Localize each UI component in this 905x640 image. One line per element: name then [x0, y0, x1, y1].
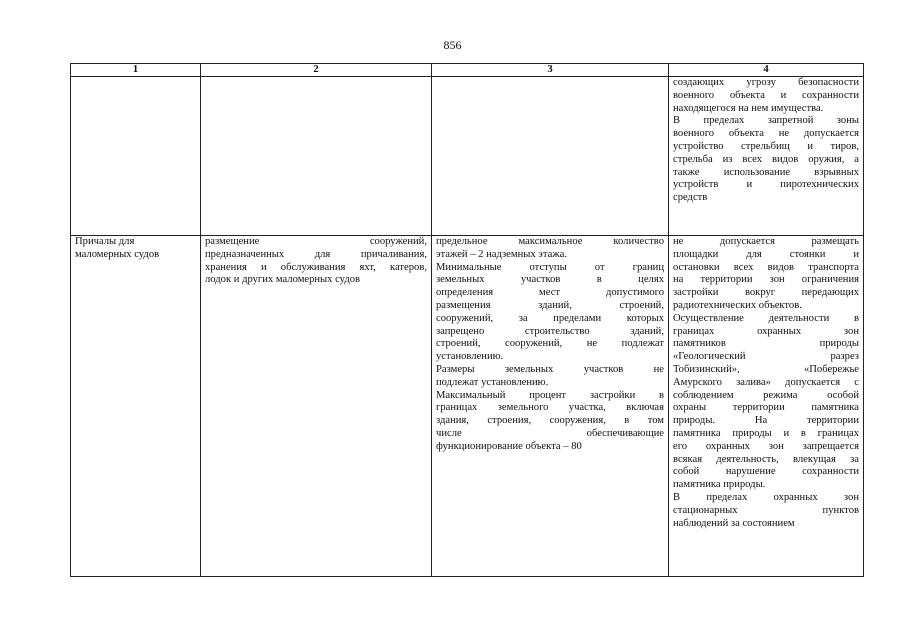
cell-text-line: всякая деятельность, влекущая за [673, 453, 859, 465]
cell-text-line: этажей – 2 надземных этажа. [436, 248, 567, 260]
cell-text-line: его охранных зон запрещается [673, 440, 859, 452]
column-header-3: 3 [432, 64, 669, 77]
cell-text-line: Размеры земельных участков не [436, 363, 664, 375]
cell-text-line: средств [673, 192, 708, 204]
cell-text-line: военного объекта не допускается [673, 128, 859, 140]
cell-text-line: предельное максимальное количество [436, 236, 664, 247]
cell-text-line: застройки вокруг передающих [673, 287, 859, 299]
table-header-row [71, 64, 864, 77]
cell-text-line: маломерных судов [75, 248, 160, 260]
cell-text-line: функционирование объекта – 80 [436, 440, 582, 452]
cell-text-line: стационарных пунктов [673, 504, 859, 516]
cell-text-line: определения мест допустимого [436, 287, 664, 299]
table-row-continuation [71, 77, 864, 236]
cell-text-line: природы. На территории [673, 415, 859, 427]
cell-text-line: сооружений, за пределами которых [436, 312, 664, 324]
cell-text-line: хранения и обслуживания яхт, катеров, [205, 261, 427, 273]
cell-text-line: границах земельного участка, включая [436, 402, 664, 414]
cell-text-line: Амурского залива» допускается с [673, 376, 859, 388]
cell-text-line: размещение сооружений, [205, 236, 427, 247]
column-header-2: 2 [201, 64, 432, 77]
cell-description-empty [201, 77, 432, 236]
cell-text-line: подлежат установлению. [436, 376, 549, 388]
cell-text-line: на территории зон ограничения [673, 274, 859, 286]
cell-text-line: строений, сооружений, не подлежат [436, 338, 664, 350]
cell-use-type [71, 236, 201, 577]
cell-text-line: также использование взрывных [673, 166, 859, 178]
cell-text-line: Тобизинский», «Побережье [673, 363, 859, 375]
cell-text-line: соблюдением режима особой [673, 389, 859, 401]
column-header-1: 1 [71, 64, 201, 77]
cell-text-line: наблюдений за состоянием [673, 517, 795, 529]
cell-text-line: Максимальный процент застройки в [436, 389, 664, 401]
cell-text-line: создающих угрозу безопасности [673, 77, 859, 88]
cell-text-line: числе обеспечивающие [436, 427, 664, 439]
cell-parameters [432, 236, 669, 577]
cell-text-line: военного объекта и сохранности [673, 89, 859, 101]
cell-text-line: Минимальные отступы от границ [436, 261, 664, 273]
cell-text-line: устройство стрельбищ и тиров, [673, 140, 859, 152]
cell-description [201, 236, 432, 577]
cell-text-line: установлению. [436, 351, 504, 363]
cell-text-line: Осуществление деятельности в [673, 312, 859, 324]
cell-text-line: лодок и других маломерных судов [205, 274, 361, 286]
cell-text-line: не допускается размещать [673, 236, 859, 247]
cell-text-line: устройств и пиротехнических [673, 179, 859, 191]
cell-use-type-empty [71, 77, 201, 236]
cell-restrictions-continued [669, 77, 864, 236]
cell-text-line: Причалы для [75, 236, 135, 247]
page-number: 856 [443, 38, 462, 52]
cell-text-line: площадки для стоянки и [673, 248, 859, 260]
cell-text-line: стрельба из всех видов оружия, а [673, 153, 859, 165]
table-row-moorings [71, 236, 864, 577]
cell-text-line: радиотехнических объектов. [673, 299, 802, 311]
cell-text-line: границах охранных зон [673, 325, 859, 337]
cell-text-line: запрещено строительство зданий, [436, 325, 664, 337]
column-header-4: 4 [669, 64, 864, 77]
regulations-table [70, 63, 864, 577]
cell-text-line: «Геологический разрез [673, 351, 859, 363]
cell-text-line: предназначенных для причаливания, [205, 248, 427, 260]
cell-parameters-empty [432, 77, 669, 236]
cell-text-line: памятника природы. [673, 479, 766, 491]
cell-text-line: В пределах охранных зон [673, 491, 859, 503]
cell-text-line: собой нарушение сохранности [673, 466, 859, 478]
cell-text-line: размещения зданий, строений, [436, 299, 664, 311]
cell-text-line: земельных участков в целях [436, 274, 664, 286]
cell-text-line: охраны территории памятника [673, 402, 859, 414]
cell-restrictions [669, 236, 864, 577]
cell-text-line: остановки всех видов транспорта [673, 261, 859, 273]
cell-text-line: находящегося на нем имущества. [673, 102, 824, 114]
cell-text-line: В пределах запретной зоны [673, 115, 859, 127]
cell-text-line: памятника природы и в границах [673, 427, 859, 439]
cell-text-line: памятников природы [673, 338, 859, 350]
cell-text-line: здания, строения, сооружения, в том [436, 415, 664, 427]
